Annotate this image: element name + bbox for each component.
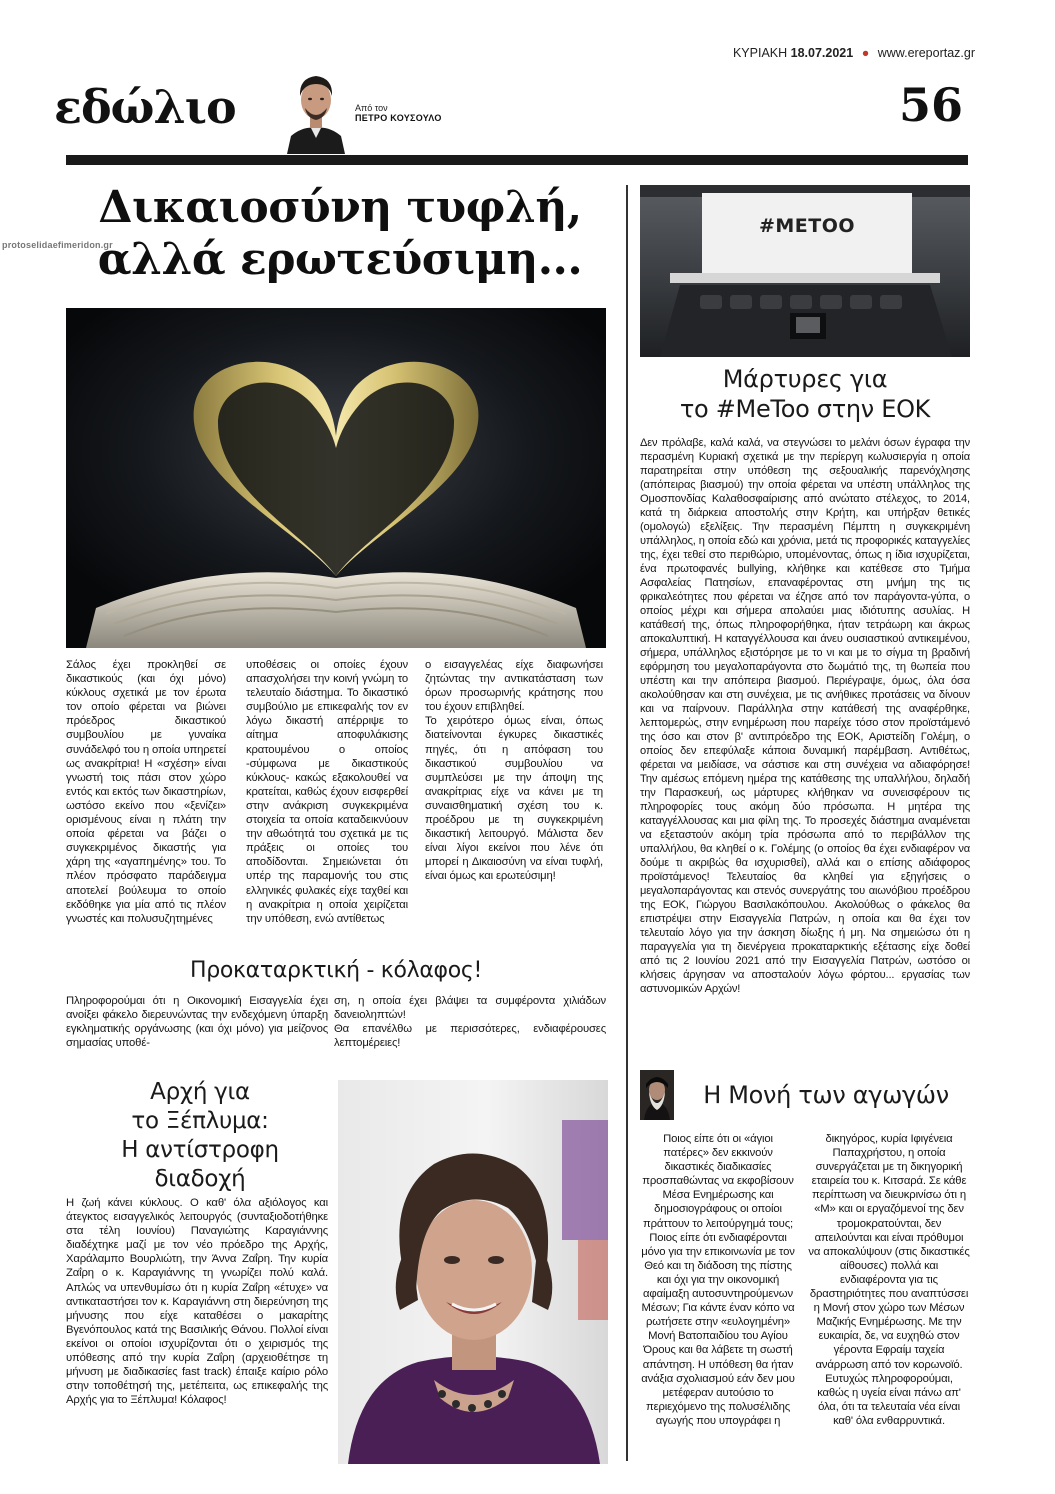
date-label: 18.07.2021 <box>790 46 854 60</box>
portrait-photo-woman <box>338 1080 608 1464</box>
main-story-text-3b: Το χειρότερο όμως είναι, όπως διατείνονται έγκυρες δικαστικές πηγές, ότι η απόφαση του δικαστικού συμβουλίου να συμπλεύσει με την άποψη της ανακρίτριας είχε να κάνει με τη συναισθηματική σχέση του κ. προέδρου με τη συγκεκριμένη δικαστική λειτουργό. Μάλιστα δεν είναι λίγοι εκείνοι που λένε ότι μπορεί η Δικαιοσύνη να είναι τυφλή, είναι όμως και ερωτεύσιμη! <box>425 715 603 883</box>
metoo-headline <box>640 364 970 424</box>
xeplyma-headline-line4: διαδοχή <box>154 1166 246 1192</box>
byline-prefix: Από τον <box>355 103 388 113</box>
main-story-column-1 <box>66 658 226 954</box>
author-name: ΠΕΤΡΟ ΚΟΥΣΟΥΛΟ <box>355 113 442 123</box>
metoo-headline-line2: το #MeToo στην ΕΟΚ <box>679 395 931 423</box>
moni-text-2: δικηγόρος, κυρία Ιφιγένεια Παπαχρήστου, η οποία συνεργάζεται με τη δικηγορική εταιρεία του κ. Κιτσαρά. Σε κάθε περίπτωση να διευκρινίσω ότι η «Μ» και οι εργαζόμενοί της δεν τρομοκρατούνται, δεν απειλούνται και είναι πρόθυμοι να αποκαλύψουν (στις δικαστικές αίθουσες) πολλά και ενδιαφέροντα για τις δραστηριότητες που αναπτύσσει η Μονή στον χώρο των Μέσων Μαζικής Ενημέρωσης. Με την ευκαιρία, δε, να ευχηθώ στον γέροντα Εφραίμ ταχεία ανάρρωση από τον κορωνοϊό. Ευτυχώς πληροφορούμαι, καθώς η υγεία είναι πάνω απ' όλα, ότι τα τελευταία νέα είναι καθ' όλα ενθαρρυντικά. <box>808 1133 970 1427</box>
prokatarktiki-column-2 <box>334 994 606 1054</box>
metoo-headline-line1: Μάρτυρες για <box>722 365 888 393</box>
watermark-text: protoselidaefimeridon.gr <box>2 240 113 250</box>
main-headline-line2: αλλά ερωτεύσιμη... <box>97 234 583 285</box>
xeplyma-headline <box>100 1078 300 1194</box>
author-portrait <box>283 62 349 154</box>
metoo-text: Δεν πρόλαβε, καλά καλά, να στεγνώσει το μελάνι όσων έγραφα την περασμένη Κυριακή σχετικά με την περίεργη κωλυσιεργία η οποία παρατηρείται στην υπόθεση της σεξουαλικής παρενόχλησης (απόπειρας βιασμού) την οποία φέρεται να υπέστη υπάλληλος της Ομοσπονδίας Καλαθοσφαίρισης από ανώτατο στέλεχος, το 2014, κατά τη διάρκεια αποστολής στην Κρήτη, και υπήρξαν θετικές (ομολογώ) εξελίξεις. Την περασμένη Πέμπτη η συγκεκριμένη υπάλληλος, η οποία εδώ και χρόνια, μετά τις προφορικές καταγγελίες της, έχει τεθεί στο περιθώριο, υπομένοντας, όπως η ίδια ισχυρίζεται, ένα πρωτοφανές bullying, κλήθηκε και κατέθεσε στο Τμήμα Ασφαλείας Πατησίων, επαναφέροντας στη μνήμη της τις φρικαλεότητες που φέρεται να έζησε από τον παράγοντα-γύπα, ο οποίος μέχρι και σήμερα απολαύει μιας ιδιότυπης ασυλίας. Η κατάθεσή της, όπως πληροφορήθηκα, ήταν τετράωρη και άκρως αποκαλυπτική. Η καταγγέλλουσα και άνευ ουσιαστικού αντικειμένου, σήμερα, υπάλληλος εξιστόρησε με το νι και με το σίγμα τη βραδινή εφόρμηση του μεγαλοπαράγοντα στο δωμάτιό της, τη θωπεία που υπέστη και την απόπειρα βιασμού. Περιέγραψε, όμως, όλα όσα ακολούθησαν και στη συνέχεια, με τις ανήθικες προτάσεις να δίνουν και να παίρνουν. Παράλληλα στην κατάθεσή της αναφέρθηκε, λεπτομερώς, στην ενημέρωση που παρείχε τόσο στον προϊστάμενό της όσο και στον β' αντιπρόεδρο της ΕΟΚ, Αριστείδη Γολέμη, ο οποίος δεν επεφύλαξε κάποια δυναμική παρέμβαση. Αντιθέτως, φέρεται να μειδίασε, να σάστισε και στη συνέχεια να αδιαφόρησε! Την αμέσως επόμενη ημέρα της κατάθεσης της υπαλλήλου, δηλαδή την Παρασκευή, ως μάρτυρες κλήθηκαν να συνεισφέρουν τις πληροφορίες τους ακόμη δύο πρόσωπα. Η μητέρα της καταγγέλλουσας και μια φίλη της. Το προσεχές διάστημα αναμένεται να εξεταστούν ακόμη τρία πρόσωπα από το περιβάλλον της υπαλλήλου, θα κληθεί ο κ. Γολέμης (ο οποίος θα έχει ενδιαφέρον να δούμε τι ακριβώς θα ισχυρισθεί), αλλά και ο επίσης αδιάφορος προϊστάμενος! Τελευταίος θα κληθεί για εξηγήσεις ο μεγαλοπαράγοντας και στενός συνεργάτης του αιωνόβιου προέδρου της ΕΟΚ, Γιώργου Βασιλακόπουλου. Ακολούθως ο φάκελος θα επιστρέψει στην Εισαγγελία Πατρών, η οποία και θα έχει τον τελευταίο λόγο για την άσκηση δίωξης ή μη. Να σημειώσω ότι η παραγγελία για τη διενέργεια προκαταρκτικής εξέτασης είχε δοθεί από τις 2 Ιουνίου 2021 από την Εισαγγελία Πατρών, ωστόσο οι κλήσεις άργησαν να αποσταλούν λόγω φόρτου... εργασίας των αστυνομικών Αρχών! <box>640 437 970 995</box>
moni-headline: Η Μονή των αγωγών <box>703 1081 949 1109</box>
date-line <box>733 46 975 60</box>
column-logo: εδώλιο <box>54 80 236 134</box>
main-story-column-3 <box>425 658 603 954</box>
column-divider-right <box>626 185 628 1461</box>
masthead-rule <box>66 155 968 165</box>
metoo-photo <box>640 185 970 357</box>
metoo-sign-label: #METOO <box>758 215 856 237</box>
prokatarktiki-text-2b: Θα επανέλθω με περισσότερες, ενδιαφέρουσες λεπτομέρειες! <box>334 1023 606 1050</box>
main-story-text-2: υποθέσεις οι οποίες έχουν απασχολήσει την κοινή γνώμη το τελευταίο διάστημα. Το δικαστικό συμβούλιο με επικεφαλής τον εν λόγω δικαστή απέρριψε το αίτημα αποφυλάκισης κρατουμένου ο οποίος -σύμφωνα με δικαστικούς κύκλους- κακώς εξακολουθεί να κρατείται, καθώς έχουν εισφερθεί στην ανάκριση συγκεκριμένα στοιχεία τα οποία καταδεικνύουν την αθωότητά του σχετικά με τις πράξεις οι οποίες του αποδίδονται. Σημειώνεται ότι υπέρ της παραμονής του στις ελληνικές φυλακές είχε ταχθεί και η ανακρίτρια η οποία χειρίζεται την υπόθεση, ενώ αντίθετως <box>246 659 408 925</box>
main-headline-line1: Δικαιοσύνη τυφλή, <box>98 182 582 233</box>
main-headline <box>80 182 600 286</box>
prokatarktiki-text-1: Πληροφορούμαι ότι η Οικονομική Εισαγγελία έχει ανοίξει φάκελο διερευνώντας την ενδεχόμενη ύπαρξη εγκληματικής οργάνωσης (και όχι μόνο) για μείζονος σημασίας υποθέ- <box>66 995 328 1050</box>
xeplyma-body <box>66 1196 328 1462</box>
prokatarktiki-text-2a: ση, η οποία έχει βλάψει τα συμφέροντα χιλιάδων δανειοληπτών! <box>334 995 606 1022</box>
xeplyma-text: Η ζωή κάνει κύκλους. Ο καθ' όλα αξιόλογος και άτεγκτος εισαγγελικός λειτουργός (συνταξιοδοτήθηκε στα τέλη Ιουνίου) Παναγιώτης Καραγιάννης διαδέχτηκε μαζί με τον νέο πρόεδρο της Αρχής, Χαράλαμπο Βουρλιώτη, την Άννα Ζαΐρη. Την κυρία Ζαΐρη ο κ. Καραγιάννης τη γνωρίζει πολύ καλά. Απλώς να υπενθυμίσω ότι η κυρία Ζαΐρη «έτυχε» να αντικαταστήσει τον κ. Καραγιάννη στη διερεύνηση της μήνυσης που είχε καταθέσει ο μακαρίτης Βγενόπουλος κατά της Βασιλικής Θάνου. Πολλοί είναι εκείνοι οι οποίοι ισχυρίζονται ότι ο χειρισμός της υπόθεσης από την κυρία Ζαΐρη (αρχειοθέτησε τη μήνυση με διαδικασίες fast track) έπαιξε καίριο ρόλο στην τοποθέτησή της, μετέπειτα, ως επικεφαλής της Αρχής για το Ξέπλυμα! Κόλαφος! <box>66 1197 328 1407</box>
main-story-text-3a: ο εισαγγελέας είχε διαφωνήσει ζητώντας την αντικατάσταση των όρων προσωρινής κράτησης που του έχουν επιβληθεί. <box>425 659 603 714</box>
bullet-dot-icon: ● <box>861 46 870 60</box>
moni-text-1: Ποιος είπε ότι οι «άγιοι πατέρες» δεν εκκινούν δικαστικές διαδικασίες προσπαθώντας να εκφοβίσουν Μέσα Ενημέρωσης και δημοσιογράφους οι οποίοι πράττουν το λειτούργημά τους; Ποιος είπε ότι ενδιαφέρονται μόνο για την επικοινωνία με τον Θεό και τη διάδοση της πίστης και όχι για την οικονομική αφαίμαξη αυτοσυντηρούμενων Μέσων; Για κάντε έναν κόπο να ρωτήσετε στην «ευλογημένη» Μονή Βατοπαιδίου του Αγίου Όρους και θα λάβετε τη σωστή απάντηση. Η υπόθεση θα ήταν ανάξια σχολιασμού εάν δεν μου μετέφεραν αυτούσιο το περιεχόμενο της πολυσέλιδης αγωγής που υπογράφει η <box>641 1133 795 1427</box>
website-label: www.ereportaz.gr <box>877 46 975 60</box>
day-label: ΚΥΡΙΑΚΗ <box>732 46 788 60</box>
main-story-column-2 <box>246 658 408 954</box>
monk-portrait <box>640 1070 674 1120</box>
metoo-body <box>640 436 970 1056</box>
xeplyma-headline-line3: Η αντίστροφη <box>121 1137 279 1163</box>
prokatarktiki-column-1 <box>66 994 328 1054</box>
prokatarktiki-headline: Προκαταρκτική - κόλαφος! <box>189 958 483 983</box>
xeplyma-headline-line2: το Ξέπλυμα: <box>131 1108 269 1134</box>
xeplyma-headline-line1: Αρχή για <box>150 1079 250 1105</box>
moni-column-2 <box>808 1132 970 1464</box>
moni-column-1 <box>640 1132 796 1464</box>
main-story-text-1: Σάλος έχει προκληθεί σε δικαστικούς (και όχι μόνο) κύκλους σχετικά με τον έρωτα τον οποίο φέρεται να βιώνει πρόεδρος δικαστικού συμβουλίου με γυναίκα συνάδελφό του η οποία υπηρετεί ως ανακρίτρια! Η «σχέση» είναι γνωστή τοις πάσι στον χώρο εντός και εκτός των δικαστηρίων, ωστόσο εκείνο που «ξενίζει» ορισμένους είναι η πλάτη την οποία φέρεται να βάζει ο συγκεκριμένος δικαστής για χάρη της «αγαπημένης» του. Το πλέον πρόσφατο παράδειγμα αποτελεί βούλευμα το οποίο εκδόθηκε για μία από τις πλέον γνωστές και πολυσυζητημένες <box>66 659 226 925</box>
page-number: 56 <box>898 78 963 132</box>
book-heart-photo <box>66 308 606 648</box>
